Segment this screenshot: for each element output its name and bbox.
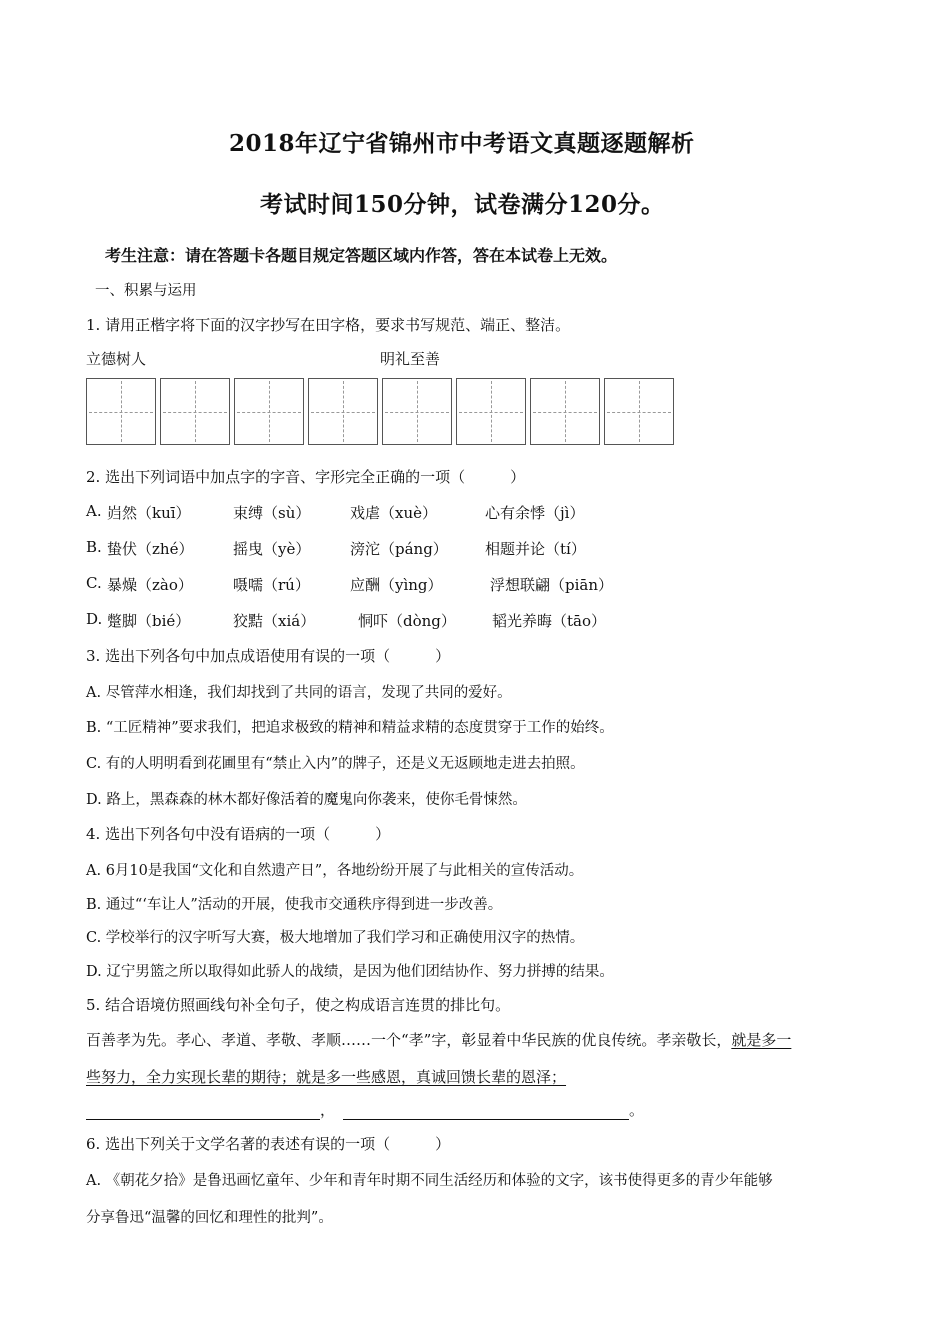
q3-option: B. “工匠精神”要求我们，把追求极致的精神和精益求精的态度贯穿于工作的始终。 bbox=[86, 720, 614, 736]
tianzige-cell[interactable] bbox=[160, 378, 230, 445]
answer-comma: ， bbox=[320, 1101, 336, 1119]
q6-stem: 6. 选出下列关于文学名著的表述有误的一项（ ） bbox=[86, 1135, 451, 1153]
q2-option-label: C. bbox=[86, 574, 102, 592]
q6-option-a-line2: 分享鲁迅“温馨的回忆和理性的批判”。 bbox=[86, 1210, 333, 1226]
q2-item: 相题并论（tí） bbox=[485, 540, 586, 558]
q2-item: 恫吓（dòng） bbox=[358, 612, 456, 630]
notice: 考生注意：请在答题卡各题目规定答题区域内作答，答在本试卷上无效。 bbox=[105, 246, 618, 265]
q2-option-label: D. bbox=[86, 610, 103, 628]
tianzige-cell[interactable] bbox=[86, 378, 156, 445]
tianzige-cell[interactable] bbox=[604, 378, 674, 445]
section-heading: 一、积累与运用 bbox=[95, 283, 197, 299]
q2-option-label: A. bbox=[86, 502, 102, 520]
exam-info: 考试时间150分钟，试卷满分120分。 bbox=[260, 191, 665, 218]
tianzige-grid bbox=[86, 378, 674, 445]
q2-item: 浮想联翩（piān） bbox=[490, 576, 614, 594]
q6-option-a-line1: A. 《朝花夕拾》是鲁迅画忆童年、少年和青年时期不同生活经历和体验的文字，该书使得更多的青少年能够 bbox=[86, 1173, 773, 1189]
q5-paragraph-line2 bbox=[86, 1066, 566, 1087]
q2-item: 应酬（yìng） bbox=[350, 576, 443, 594]
q4-option: A. 6月10是我国“文化和自然遗产日”，各地纷纷开展了与此相关的宣传活动。 bbox=[86, 863, 584, 879]
tianzige-cell[interactable] bbox=[382, 378, 452, 445]
q5-underlined-punct: ； bbox=[551, 1068, 567, 1086]
tianzige-cell[interactable] bbox=[456, 378, 526, 445]
page-title: 2018年辽宁省锦州市中考语文真题逐题解析 bbox=[229, 130, 695, 157]
q3-option: A. 尽管萍水相逢，我们却找到了共同的语言，发现了共同的爱好。 bbox=[86, 685, 512, 701]
tianzige-cell[interactable] bbox=[530, 378, 600, 445]
q2-item: 狡黠（xiá） bbox=[233, 612, 316, 630]
q4-option: B. 通过“‘车让人”活动的开展，使我市交通秩序得到进一步改善。 bbox=[86, 897, 503, 913]
q2-item: 戏虐（xuè） bbox=[350, 504, 437, 522]
q2-item: 暴燥（zào） bbox=[107, 576, 193, 594]
q1-phrase-left: 立德树人 bbox=[86, 350, 147, 368]
q5-underlined-text: 就是多一 bbox=[731, 1031, 792, 1049]
q5-stem: 5. 结合语境仿照画线句补全句子，使之构成语言连贯的排比句。 bbox=[86, 996, 511, 1014]
q2-item: 摇曳（yè） bbox=[233, 540, 311, 558]
q5-paragraph-line1 bbox=[86, 1029, 791, 1050]
answer-blank-2[interactable] bbox=[343, 1105, 629, 1120]
q4-option: D. 辽宁男篮之所以取得如此骄人的战绩，是因为他们团结协作、努力拼搏的结果。 bbox=[86, 964, 614, 980]
answer-period: 。 bbox=[629, 1101, 645, 1119]
q2-item: 束缚（sù） bbox=[233, 504, 311, 522]
q2-item: 蛰伏（zhé） bbox=[107, 540, 194, 558]
q5-underlined-text: 些努力，全力实现长辈的期待；就是多一些感恩，真诚回馈长辈的恩泽 bbox=[86, 1068, 552, 1086]
q2-item: 韬光养晦（tāo） bbox=[492, 612, 607, 630]
tianzige-cell[interactable] bbox=[308, 378, 378, 445]
q3-stem: 3. 选出下列各句中加点成语使用有误的一项（ ） bbox=[86, 647, 451, 665]
q1-stem: 1. 请用正楷字将下面的汉字抄写在田字格，要求书写规范、端正、整洁。 bbox=[86, 316, 571, 334]
q3-option: C. 有的人明明看到花圃里有“禁止入内”的牌子，还是义无返顾地走进去拍照。 bbox=[86, 756, 585, 772]
q2-item: 心有余悸（jì） bbox=[485, 504, 585, 522]
answer-blank-1[interactable] bbox=[86, 1105, 320, 1120]
q2-stem: 2. 选出下列词语中加点字的字音、字形完全正确的一项（ ） bbox=[86, 468, 526, 486]
q2-item: 岿然（kuī） bbox=[107, 504, 191, 522]
q2-item: 滂沱（páng） bbox=[350, 540, 448, 558]
q2-option-label: B. bbox=[86, 538, 102, 556]
q4-option: C. 学校举行的汉字听写大赛，极大地增加了我们学习和正确使用汉字的热情。 bbox=[86, 930, 585, 946]
tianzige-cell[interactable] bbox=[234, 378, 304, 445]
q5-text: 百善孝为先。孝心、孝道、孝敬、孝顺……一个“孝”字，彰显着中华民族的优良传统。孝亲敬长， bbox=[86, 1031, 732, 1049]
q1-phrase-right: 明礼至善 bbox=[380, 350, 441, 368]
q3-option: D. 路上，黑森森的林木都好像活着的魔鬼向你袭来，使你毛骨悚然。 bbox=[86, 792, 527, 808]
q2-item: 嗫嚅（rú） bbox=[233, 576, 310, 594]
q4-stem: 4. 选出下列各句中没有语病的一项（ ） bbox=[86, 825, 391, 843]
q5-answer-line bbox=[86, 1099, 644, 1120]
q2-item: 蹩脚（bié） bbox=[107, 612, 191, 630]
